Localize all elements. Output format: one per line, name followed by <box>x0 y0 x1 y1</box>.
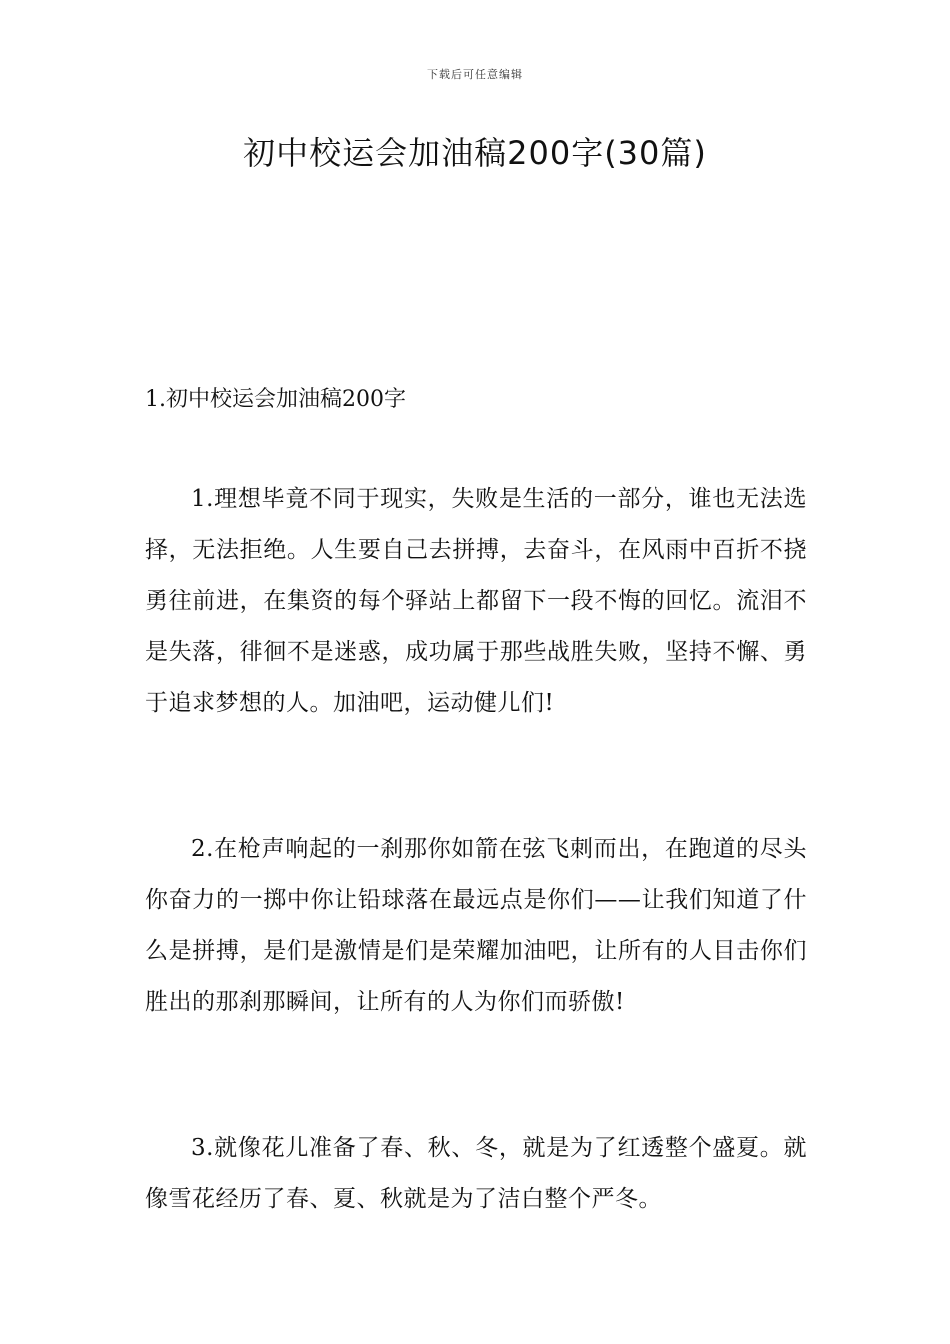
document-title: 初中校运会加油稿200字(30篇) <box>243 134 707 172</box>
paragraph-3 <box>145 1123 807 1225</box>
paragraph-1 <box>145 474 807 729</box>
paragraph-text: 1.理想毕竟不同于现实，失败是生活的一部分，谁也无法选择，无法拒绝。人生要自己去拼搏，去奋斗，在风雨中百折不挠勇往前进，在集资的每个驿站上都留下一段不悔的回忆。流泪不是失落，徘徊不是迷惑，成功属于那些战胜失败，坚持不懈、勇于追求梦想的人。加油吧，运动健儿们! <box>145 486 807 716</box>
paragraph-text: 2.在枪声响起的一刹那你如箭在弦飞刺而出，在跑道的尽头你奋力的一掷中你让铅球落在最远点是你们——让我们知道了什么是拼搏，是们是激情是们是荣耀加油吧，让所有的人目击你们胜出的那刹那瞬间，让所有的人为你们而骄傲! <box>145 836 807 1015</box>
paragraph-text: 3.就像花儿准备了春、秋、冬，就是为了红透整个盛夏。就像雪花经历了春、夏、秋就是为了洁白整个严冬。 <box>145 1135 807 1212</box>
header-note: 下载后可任意编辑 <box>427 68 523 81</box>
paragraph-2 <box>145 824 807 1028</box>
section-heading: 1.初中校运会加油稿200字 <box>145 387 406 412</box>
